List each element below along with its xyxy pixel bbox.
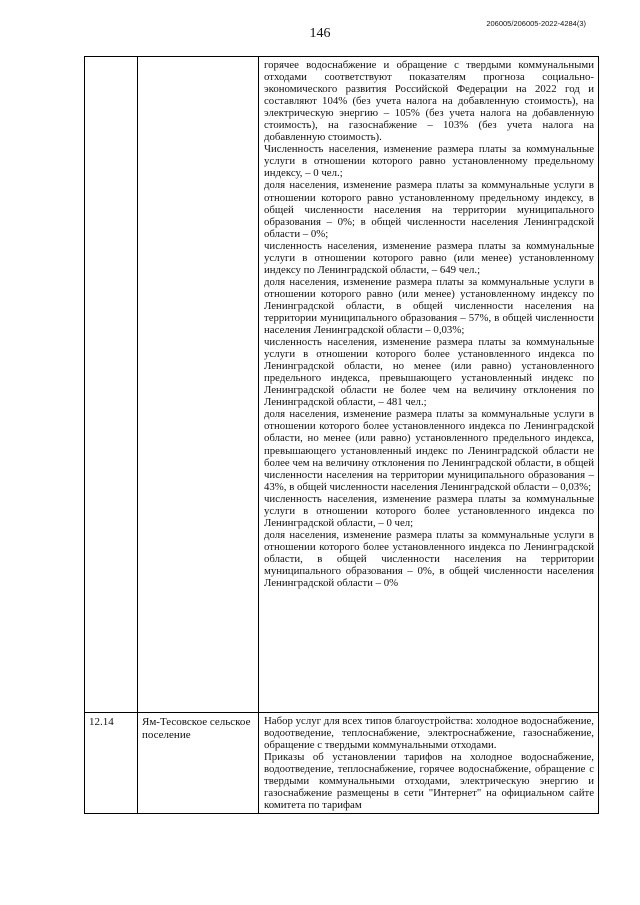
paragraph: численность населения, изменение размера платы за коммунальные услуги в отношении которого более установленного индекса по Ленинградской области, но менее (или равно) установленного предельного индекса, превышающего установленный индекс по Ленинградской области не более чем на величину отклонения по Ленинградской области, – 481 чел.; xyxy=(264,336,594,409)
row-number: 12.14 xyxy=(89,716,114,728)
paragraph: Набор услуг для всех типов благоустройства: холодное водоснабжение, водоотведение, теплоснабжение, электроснабжение, газоснабжение, обращение с твердыми коммунальными отходами. xyxy=(264,715,594,752)
table-row xyxy=(85,713,599,814)
paragraph: численность населения, изменение размера платы за коммунальные услуги в отношении которого равно (или менее) установленному индексу по Ленинградской области, – 649 чел.; xyxy=(264,239,594,276)
paragraph: Приказы об установлении тарифов на холодное водоснабжение, водоотведение, теплоснабжение, горячее водоснабжение, обращение с твердыми коммунальными отходами, электрическую энергию и газоснабжение размещены в сети "Интернет" на официальном сайте комитета по тарифам xyxy=(264,751,594,812)
page-number: 146 xyxy=(309,26,331,41)
description-cell xyxy=(259,713,599,814)
paragraph: численность населения, изменение размера платы за коммунальные услуги в отношении которого более установленного индекса по Ленинградской области, – 0 чел; xyxy=(264,492,594,529)
document-code: 206005/206005-2022-4284(3) xyxy=(486,19,586,28)
paragraph: доля населения, изменение размера платы за коммунальные услуги в отношении которого равно (или менее) установленному индексу по Ленинградской области, в общей численности населения на территории муниципального образования – 57%, в общей численности населения Ленинградской области – 0,03%; xyxy=(264,275,594,337)
paragraph: горячее водоснабжение и обращение с твердыми коммунальными отходами соответствуют показателям прогноза социально-экономического развития Российской Федерации на 2022 год и составляют 104% (без учета налога на добавленную стоимость), на электрическую энергию – 105% (без учета налога на добавленную стоимость), на газоснабжение – 103% (без учета налога на добавленную стоимость). xyxy=(264,59,594,144)
content-table xyxy=(84,56,599,814)
settlement-name-cell xyxy=(138,713,259,814)
settlement-name: Ям-Тесовское сельское поселение xyxy=(142,716,251,741)
row-number-cell xyxy=(85,57,138,713)
paragraph: доля населения, изменение размера платы за коммунальные услуги в отношении которого более установленного индекса по Ленинградской области, в общей численности населения на территории муниципального образования – 0%, в общей численности населения Ленинградской области – 0% xyxy=(264,528,594,590)
description-cell xyxy=(259,57,599,713)
table-row xyxy=(85,57,599,713)
settlement-name-cell xyxy=(138,57,259,713)
paragraph: доля населения, изменение размера платы за коммунальные услуги в отношении которого более установленного индекса по Ленинградской области, но менее (или равно) установленного предельного индекса, превышающего установленный индекс по Ленинградской области не более чем на величину отклонения по Ленинградской области, в общей численности населения на территории муниципального образования – 43%, в общей численности населения Ленинградской области – 0,03%; xyxy=(264,408,594,493)
row-number-cell xyxy=(85,713,138,814)
paragraph: доля населения, изменение размера платы за коммунальные услуги в отношении которого равно установленному предельному индексу, в общей численности населения на территории муниципального образования – 0%; в общей численности населения Ленинградской области – 0%; xyxy=(264,179,594,240)
paragraph: Численность населения, изменение размера платы за коммунальные услуги в отношении которого равно установленному предельному индексу, – 0 чел.; xyxy=(264,143,594,180)
